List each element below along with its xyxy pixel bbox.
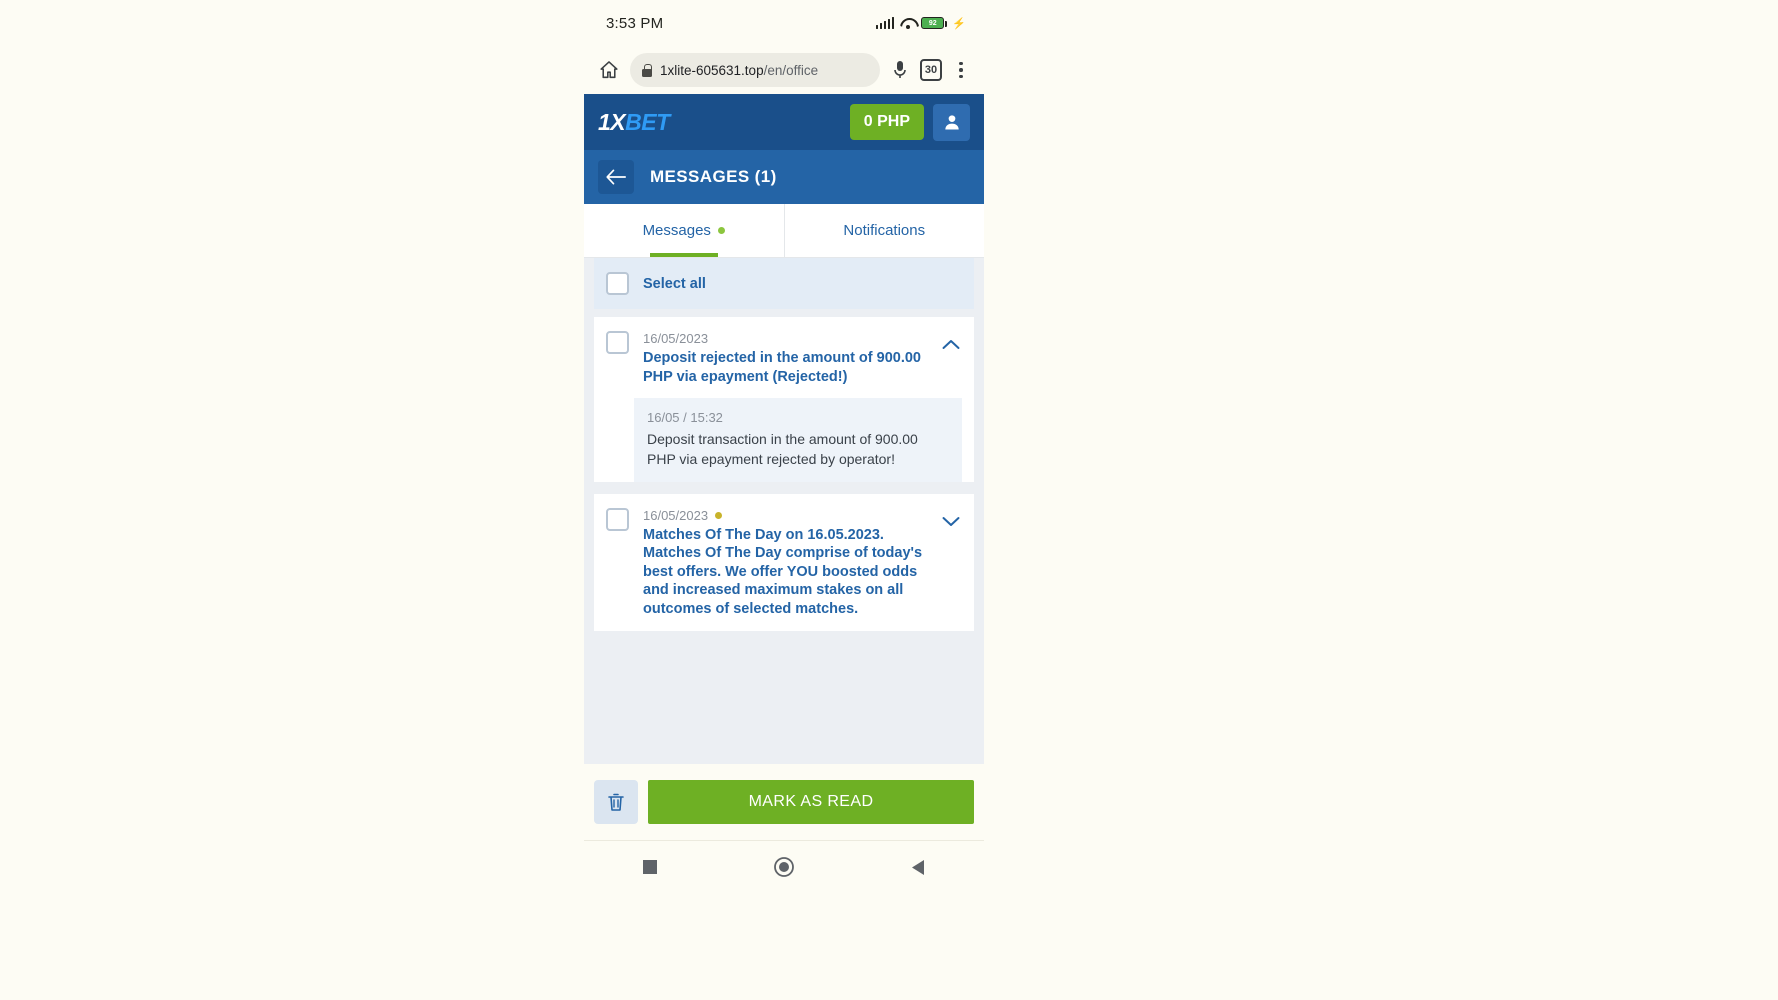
battery-icon xyxy=(921,17,944,29)
status-time: 3:53 PM xyxy=(606,14,664,32)
browser-toolbar xyxy=(584,46,984,94)
app-header xyxy=(584,94,984,150)
lock-icon xyxy=(642,64,652,77)
back-arrow-icon[interactable] xyxy=(598,160,634,194)
message-detail-text: Deposit transaction in the amount of 900.00 PHP via epayment rejected by operator! xyxy=(647,431,918,467)
triangle-back-icon[interactable] xyxy=(910,859,926,881)
header-actions xyxy=(850,104,970,141)
home-icon[interactable] xyxy=(598,59,620,81)
tab-notifications-label: Notifications xyxy=(843,222,926,239)
message-header[interactable] xyxy=(594,317,974,398)
message-date: 16/05/2023 xyxy=(643,508,926,523)
unread-dot-icon xyxy=(718,227,725,234)
wifi-icon xyxy=(900,17,915,29)
balance-button[interactable]: 0 PHP xyxy=(850,104,924,140)
square-recents-icon[interactable] xyxy=(642,859,658,880)
mark-as-read-button[interactable]: MARK AS READ xyxy=(648,780,974,824)
brand-logo[interactable]: 1XBET xyxy=(598,108,670,135)
message-body xyxy=(643,508,926,619)
tab-messages[interactable] xyxy=(584,204,784,257)
battery-level: 92 xyxy=(928,19,937,27)
signal-icon xyxy=(876,17,895,29)
microphone-icon[interactable] xyxy=(890,59,910,81)
message-detail-time: 16/05 / 15:32 xyxy=(647,410,723,426)
message-checkbox[interactable] xyxy=(606,331,629,354)
message-detail xyxy=(634,398,962,482)
phone-screen xyxy=(584,0,984,888)
message-title: Deposit rejected in the amount of 900.00 PHP via epayment (Rejected!) xyxy=(643,350,921,385)
user-avatar-icon[interactable] xyxy=(933,104,970,141)
message-body xyxy=(643,331,926,386)
select-all-row[interactable] xyxy=(594,258,974,309)
url-text: 1xlite-605631.top/en/office xyxy=(660,62,819,78)
kebab-menu-icon[interactable] xyxy=(952,62,970,79)
message-date: 16/05/2023 xyxy=(643,331,709,346)
status-icons xyxy=(876,17,966,30)
tab-bar xyxy=(584,204,984,258)
charging-bolt-icon: ⚡ xyxy=(952,17,966,30)
tab-count-button[interactable]: 30 xyxy=(920,59,942,81)
delete-button[interactable] xyxy=(594,780,638,824)
tab-messages-label: Messages xyxy=(642,222,711,239)
circle-home-icon[interactable] xyxy=(774,857,794,882)
page-title: MESSAGES (1) xyxy=(650,167,777,186)
action-bar xyxy=(584,764,984,840)
chevron-down-icon[interactable] xyxy=(940,508,962,527)
address-bar[interactable] xyxy=(630,53,880,87)
unread-dot-icon xyxy=(715,512,722,519)
chevron-up-icon[interactable] xyxy=(940,331,962,350)
list-item[interactable] xyxy=(594,494,974,631)
list-item[interactable] xyxy=(594,317,974,482)
select-all-label: Select all xyxy=(643,275,706,292)
system-navigation-bar xyxy=(584,840,984,898)
select-all-checkbox[interactable] xyxy=(606,272,629,295)
messages-list xyxy=(584,258,984,764)
web-app-content xyxy=(584,94,984,840)
message-header[interactable] xyxy=(594,494,974,631)
message-title: Matches Of The Day on 16.05.2023. Matches Of The Day comprise of today's best offers. We offer YOU boosted odds and increased maximum stakes on all outcomes of selected matches. xyxy=(643,526,923,618)
screen-header xyxy=(584,150,984,204)
tab-notifications[interactable] xyxy=(784,204,985,257)
message-checkbox[interactable] xyxy=(606,508,629,531)
status-bar xyxy=(584,0,984,46)
